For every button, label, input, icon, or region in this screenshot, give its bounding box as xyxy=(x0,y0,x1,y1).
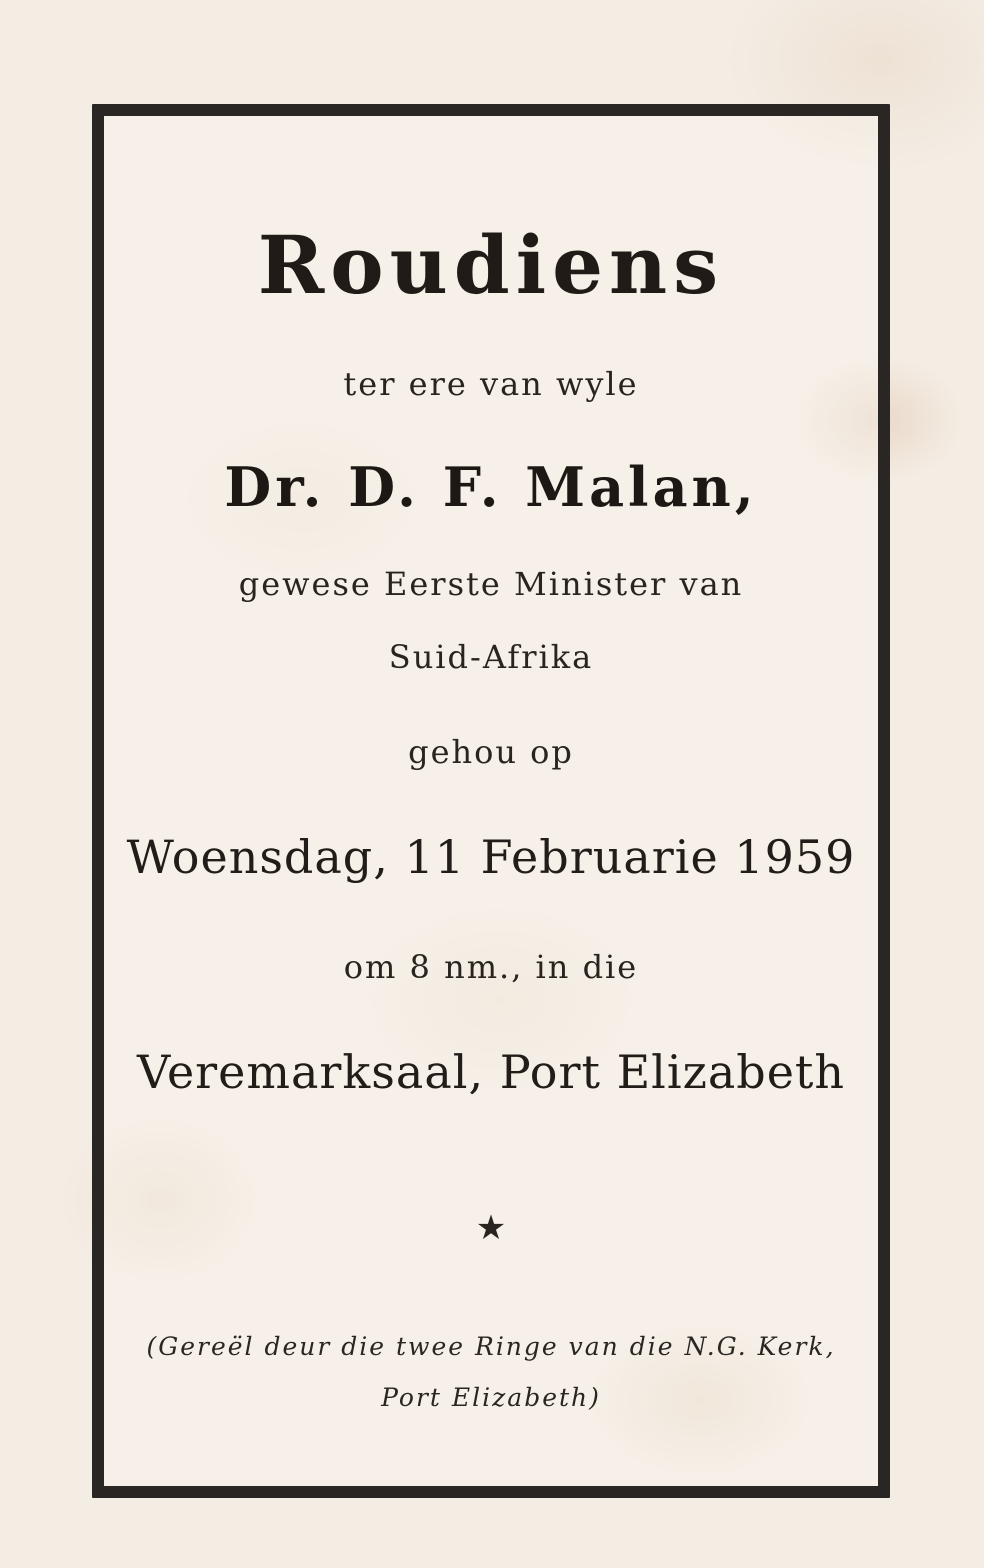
honour-line: ter ere van wyle xyxy=(343,365,639,403)
held-on-line: gehou op xyxy=(408,733,574,771)
mourning-border-frame xyxy=(92,104,890,1498)
time-line: om 8 nm., in die xyxy=(343,948,639,986)
honoree-name: Dr. D. F. Malan, xyxy=(224,455,758,519)
position-line-2: Suid-Afrika xyxy=(388,638,594,676)
position-line-1: gewese Eerste Minister van xyxy=(238,565,744,603)
venue-line: Veremarksaal, Port Elizabeth xyxy=(136,1045,846,1099)
service-date: Woensdag, 11 Februarie 1959 xyxy=(126,830,856,884)
organiser-note-line-2: Port Elizabeth) xyxy=(381,1383,601,1412)
star-ornament: ★ xyxy=(475,1208,507,1248)
document-title: Roudiens xyxy=(257,218,725,312)
organiser-note-line-1: (Gereël deur die twee Ringe van die N.G. Kerk, xyxy=(146,1332,836,1361)
